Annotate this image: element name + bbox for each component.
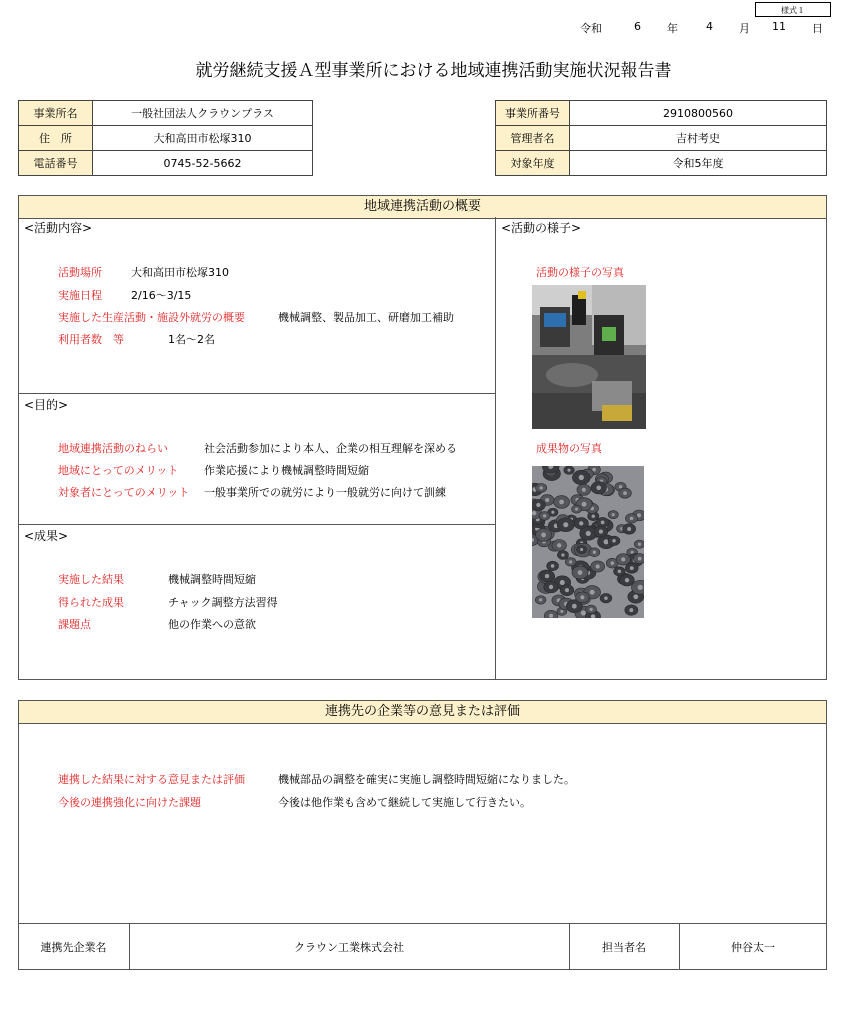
info-label: 電話番号	[19, 151, 93, 176]
date-month: 4	[706, 20, 713, 33]
partner-label: 連携先企業名	[40, 941, 107, 954]
content-value: 大和高田市松塚310	[131, 266, 229, 279]
overview-header: 地域連携活動の概要	[19, 196, 826, 219]
date-year: 6	[634, 20, 641, 33]
scene-heading: <活動の様子>	[501, 221, 582, 235]
date-month-unit: 月	[739, 22, 750, 35]
activity-photo	[532, 285, 646, 429]
purpose-label: 地域にとってのメリット	[58, 464, 179, 477]
content-heading: <活動内容>	[24, 221, 93, 235]
machine-image	[532, 285, 646, 429]
info-row	[19, 101, 313, 126]
info-value: 一般社団法人クラウンプラス	[93, 101, 313, 126]
office-info-table	[18, 100, 313, 176]
person-label: 担当者名	[602, 941, 646, 954]
result-value: 機械調整時間短縮	[168, 573, 256, 586]
info-value: 大和高田市松塚310	[93, 126, 313, 151]
evaluation-section	[18, 700, 827, 970]
date-day-unit: 日	[812, 22, 823, 35]
date-year-unit: 年	[667, 22, 678, 35]
content-label: 実施した生産活動・施設外就労の概要	[58, 311, 245, 324]
manager-info-table	[495, 100, 827, 176]
info-label: 事業所番号	[496, 101, 570, 126]
purpose-divider	[18, 524, 495, 525]
info-row	[19, 151, 313, 176]
content-divider	[18, 393, 495, 394]
result-label: 実施した結果	[58, 573, 124, 586]
info-row	[19, 126, 313, 151]
result-label: 課題点	[58, 618, 91, 631]
purpose-value: 作業応援により機械調整時間短縮	[204, 464, 369, 477]
info-label: 事業所名	[19, 101, 93, 126]
date-era: 令和	[580, 22, 602, 35]
purpose-label: 対象者にとってのメリット	[58, 486, 190, 499]
info-label: 住 所	[19, 126, 93, 151]
evaluation-label: 今後の連携強化に向けた課題	[58, 796, 201, 809]
content-value: 2/16～3/15	[131, 289, 192, 302]
info-value: 吉村考史	[570, 126, 827, 151]
purpose-label: 地域連携活動のねらい	[58, 442, 168, 455]
purpose-value: 社会活動参加により本人、企業の相互理解を深める	[204, 442, 457, 455]
photo1-caption: 活動の様子の写真	[536, 266, 624, 279]
result-value: 他の作業への意欲	[168, 618, 256, 631]
content-label: 利用者数 等	[58, 333, 124, 346]
overview-divider	[495, 217, 496, 680]
info-label: 管理者名	[496, 126, 570, 151]
evaluation-header: 連携先の企業等の意見または評価	[19, 701, 826, 724]
info-value: 0745-52-5662	[93, 151, 313, 176]
form-number: 様式１	[755, 2, 831, 17]
purpose-value: 一般事業所での就労により一般就労に向けて訓練	[204, 486, 446, 499]
evaluation-footer-divider	[18, 923, 827, 924]
info-row	[496, 101, 827, 126]
info-label: 対象年度	[496, 151, 570, 176]
result-heading: <成果>	[24, 529, 69, 543]
evaluation-value: 今後は他作業も含めて継続して実施して行きたい。	[278, 796, 531, 809]
evaluation-label: 連携した結果に対する意見または評価	[58, 773, 245, 786]
result-label: 得られた成果	[58, 596, 124, 609]
content-value: 機械調整、製品加工、研磨加工補助	[278, 311, 454, 324]
product-photo	[532, 466, 644, 618]
result-value: チャック調整方法習得	[168, 596, 278, 609]
person-value: 仲谷太一	[731, 941, 775, 954]
photo2-caption: 成果物の写真	[536, 442, 602, 455]
page-title: 就労継続支援Ａ型事業所における地域連携活動実施状況報告書	[195, 61, 672, 81]
purpose-heading: <目的>	[24, 398, 69, 412]
content-label: 活動場所	[58, 266, 102, 279]
partner-value: クラウン工業株式会社	[294, 941, 404, 954]
content-value: 1名～2名	[168, 333, 215, 346]
info-value: 令和5年度	[570, 151, 827, 176]
info-value: 2910800560	[570, 101, 827, 126]
info-row	[496, 126, 827, 151]
date-day: 11	[772, 20, 786, 33]
parts-image	[532, 466, 644, 618]
content-label: 実施日程	[58, 289, 102, 302]
info-row	[496, 151, 827, 176]
evaluation-value: 機械部品の調整を確実に実施し調整時間短縮になりました。	[278, 773, 575, 786]
